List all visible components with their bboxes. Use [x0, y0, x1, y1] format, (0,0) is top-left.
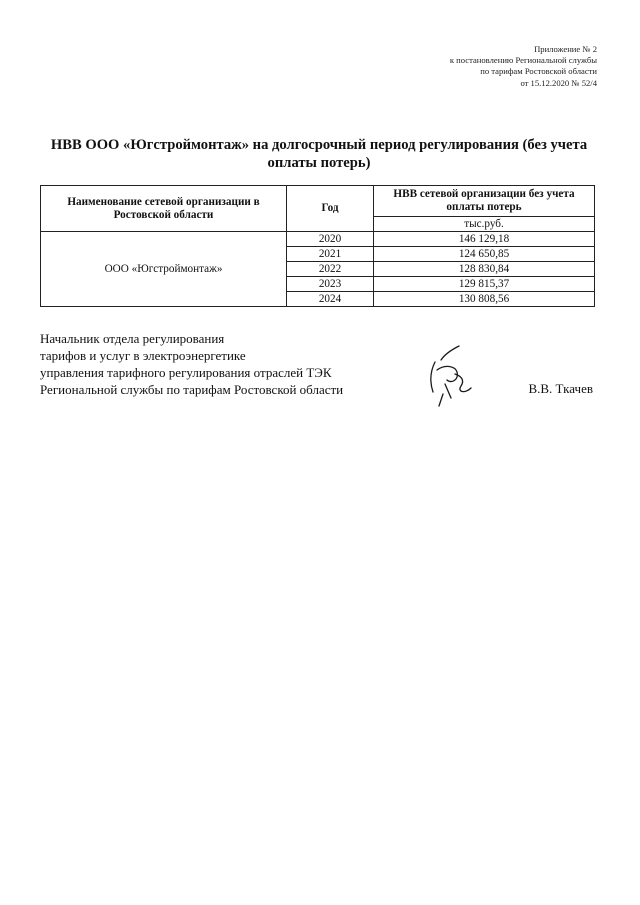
nvv-table — [40, 185, 595, 307]
year-cell: 2024 — [287, 292, 374, 307]
appendix-line: Приложение № 2 — [534, 44, 597, 54]
header-nvv-value: НВВ сетевой организации без учета оплаты потерь — [374, 186, 595, 217]
document-title: НВВ ООО «Югстроймонтаж» на долгосрочный период регулирования (без учета оплаты потерь) — [50, 137, 588, 171]
year-cell: 2021 — [287, 247, 374, 262]
table-header-row — [41, 186, 595, 217]
appendix-line: от 15.12.2020 № 52/4 — [520, 77, 597, 88]
position-line: управления тарифного регулирования отраслей ТЭК — [40, 365, 332, 380]
year-cell: 2020 — [287, 232, 374, 247]
position-line: Региональной службы по тарифам Ростовской области — [40, 382, 344, 397]
appendix-line: по тарифам Ростовской области — [480, 66, 597, 77]
signatory-name: В.В. Ткачев — [528, 381, 593, 396]
appendix-line: к постановлению Региональной службы — [449, 55, 597, 66]
header-unit: тыс.руб. — [374, 217, 595, 232]
value-cell: 130 808,56 — [374, 292, 595, 307]
signatory-position — [40, 330, 343, 398]
header-organization-name: Наименование сетевой организации в Ростовской области — [41, 186, 287, 232]
organization-cell: ООО «Югстроймонтаж» — [41, 232, 287, 307]
appendix-note — [450, 44, 597, 89]
value-cell: 129 815,37 — [374, 277, 595, 292]
value-cell: 128 830,84 — [374, 262, 595, 277]
table-row — [41, 232, 595, 247]
handwritten-signature-icon — [415, 340, 485, 410]
value-cell: 146 129,18 — [374, 232, 595, 247]
year-cell: 2023 — [287, 277, 374, 292]
header-year: Год — [287, 186, 374, 232]
year-cell: 2022 — [287, 262, 374, 277]
value-cell: 124 650,85 — [374, 247, 595, 262]
position-line: тарифов и услуг в электроэнергетике — [40, 348, 246, 363]
position-line: Начальник отдела регулирования — [40, 331, 225, 346]
